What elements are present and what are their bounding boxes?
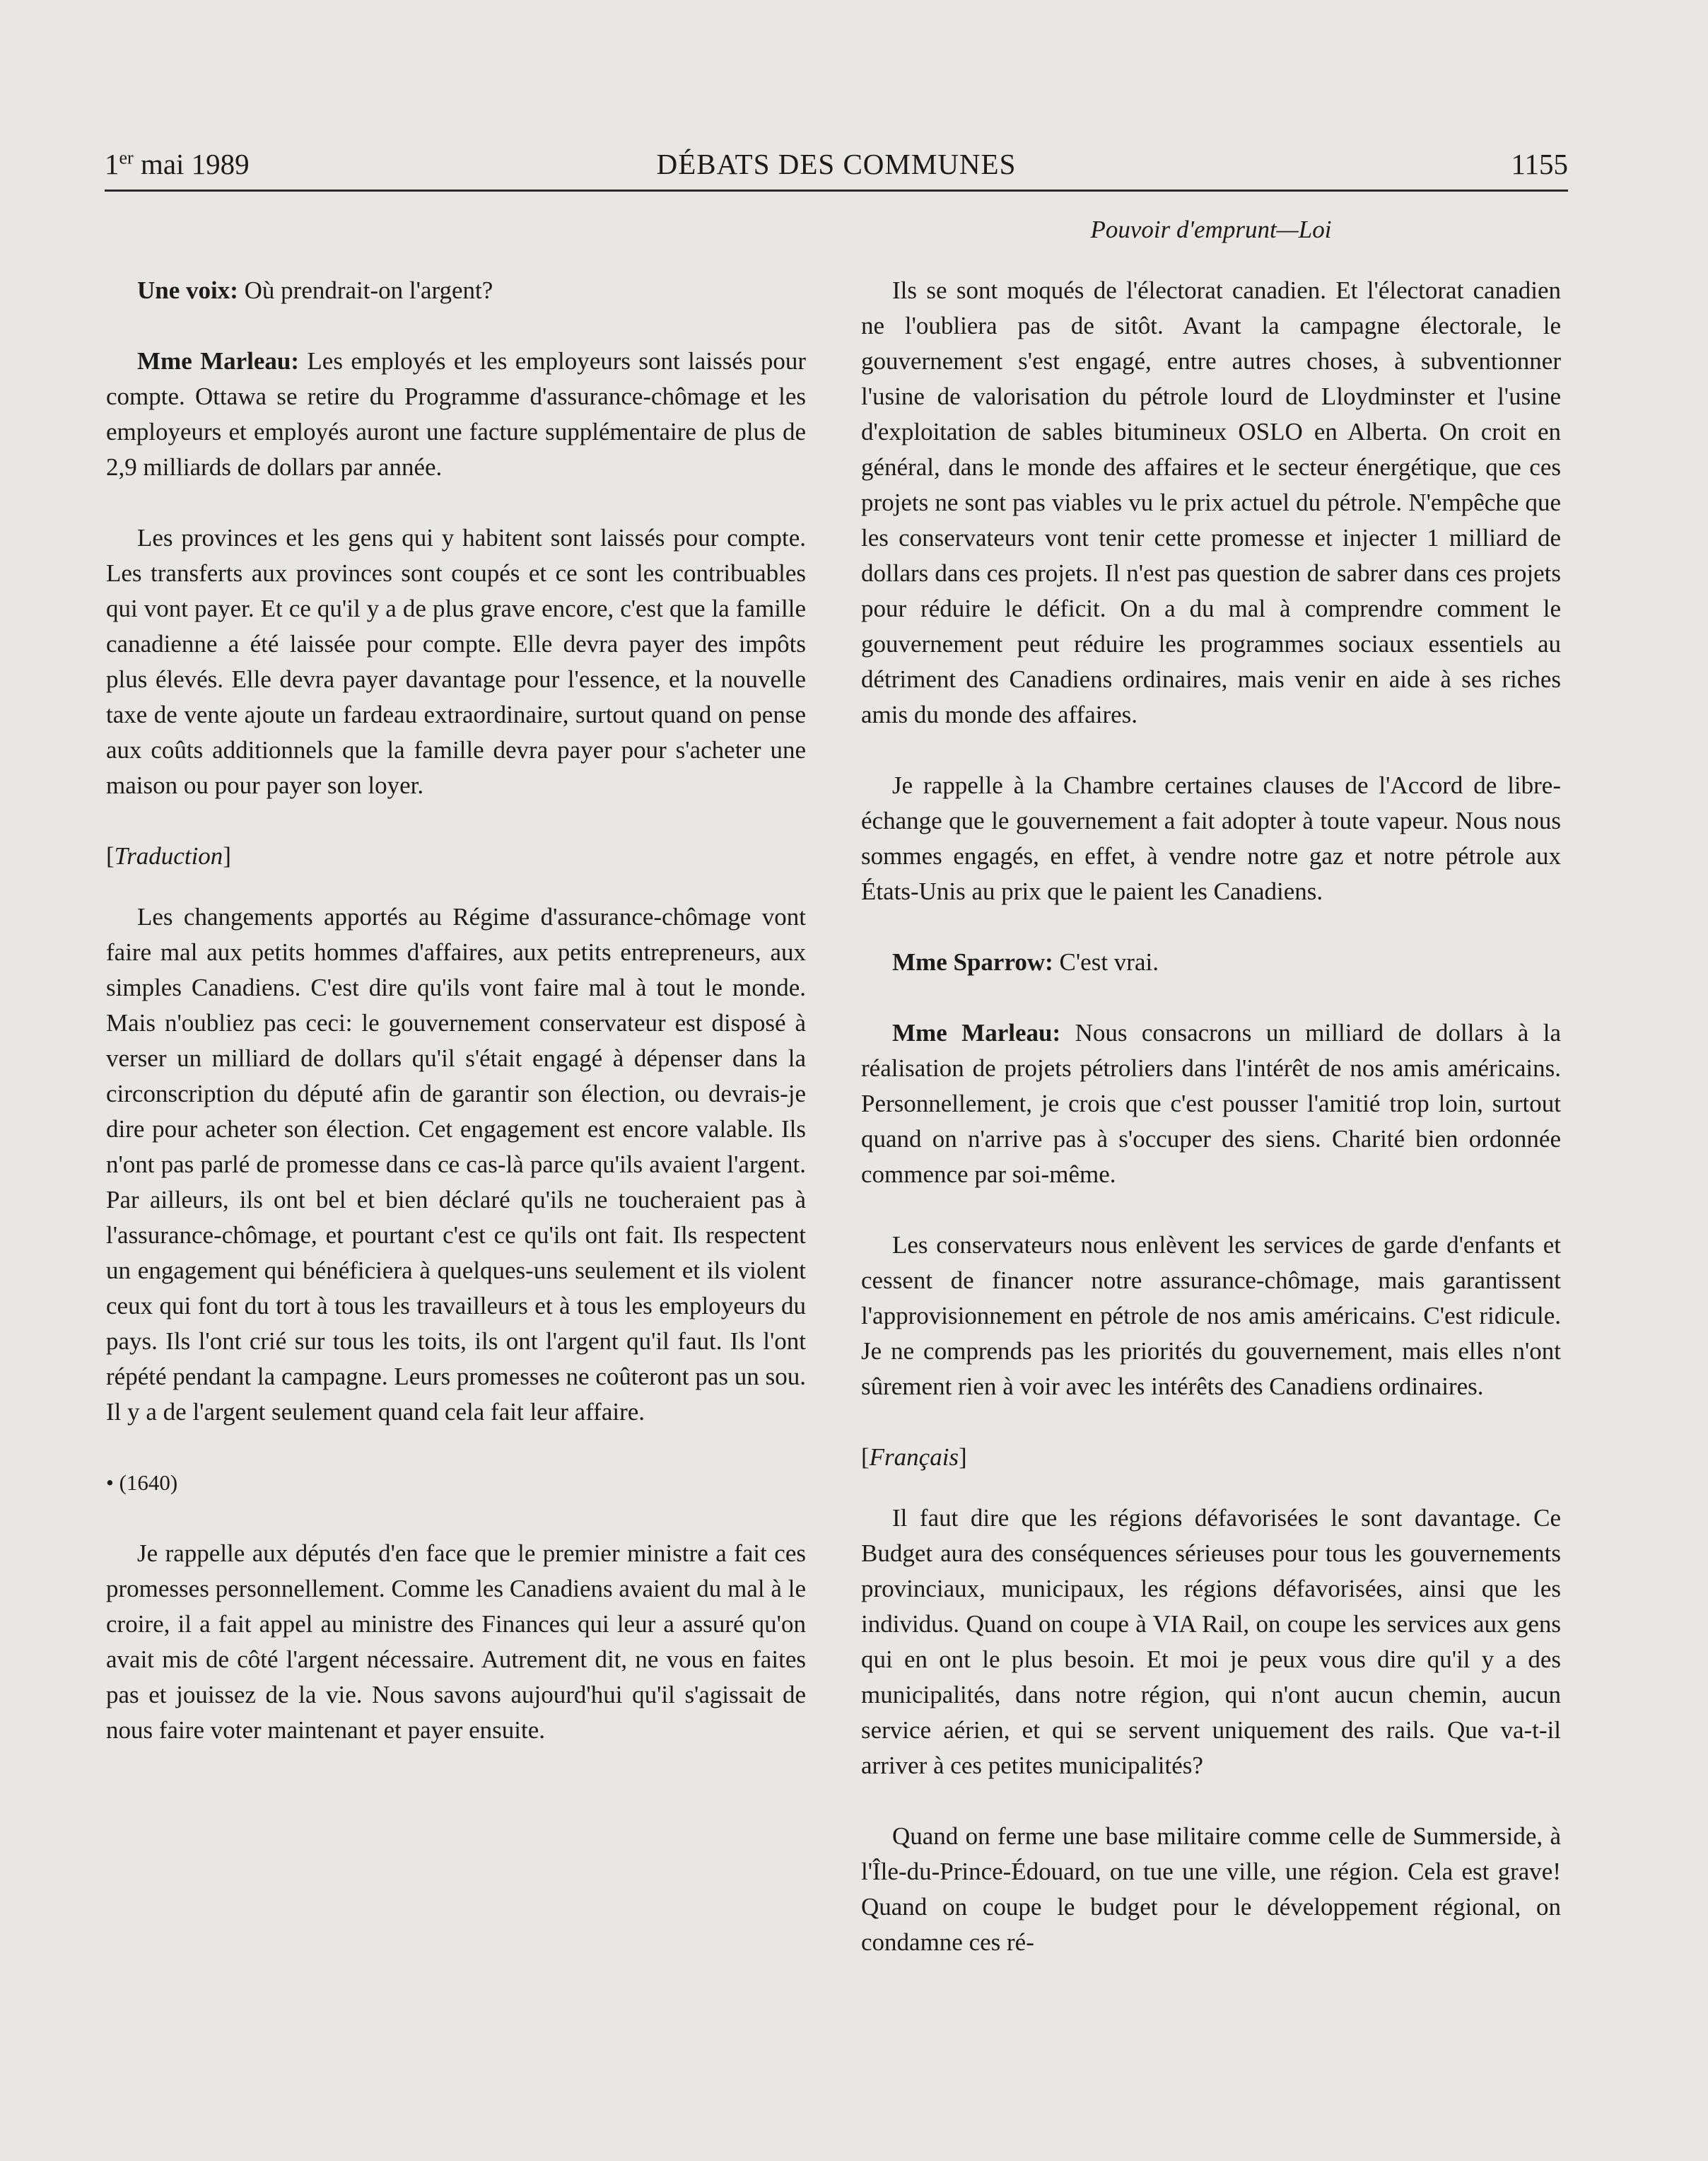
speaker-name: Mme Marleau: [137,347,300,375]
header-date-superscript: er [119,147,134,168]
paragraph-base-militaire: Quand on ferme une base militaire comme celle de Summerside, à l'Île-du-Prince-Édouard, on tue une ville, une région. Cela est grave! Quand on coupe le budget pour le développement régional, on condamne ces ré- [861,1822,1561,1956]
paragraph-sparrow [861,945,1561,980]
translation-tag [106,839,806,874]
speaker-name: Mme Marleau: [892,1019,1061,1047]
speaker-name: Mme Sparrow: [892,948,1053,976]
tag-label: Français [869,1443,959,1471]
paragraph-moques: Ils se sont moqués de l'électorat canadien. Et l'électorat canadien ne l'oubliera pas de sitôt. Avant la campagne électorale, le gouvernement s'est engagé, entre autres choses, à subventionner l'usine de valorisation du pétrole lourd de Lloydminster et l'usine d'exploitation de sables bitumineux OSLO en Alberta. On croit en général, dans le monde des affaires et le secteur énergétique, que ces projets ne sont pas viables vu le prix actuel du pétrole. N'empêche que les conservateurs vont tenir cette promesse et injecter 1 milliard de dollars dans ces projets. Il n'est pas question de sabrer dans ces projets pour réduire le déficit. On a du mal à comprendre comment le gouvernement peut réduire les programmes sociaux essentiels au détriment des Canadiens ordinaires, mais venir en aide à ses riches amis du monde des affaires. [861,276,1561,728]
paragraph-regions: Il faut dire que les régions défavorisées le sont davantage. Ce Budget aura des conséquences sérieuses pour tous les gouvernements provinciaux, municipaux, les régions défavorisées, ainsi que les individus. Quand on coupe à VIA Rail, on coupe les services aux gens qui en ont le plus besoin. Et moi je peux vous dire qu'il y a des municipalités, dans notre région, qui n'ont aucun chemin, aucun service aérien, et qui se servent uniquement des rails. Que va-t-il arriver à ces petites municipalités? [861,1504,1561,1779]
running-head: Pouvoir d'emprunt—Loi [1090,216,1332,243]
left-running-head-spacer [106,212,806,247]
tag-bracket-close: ] [223,842,231,870]
paragraph-marleau-1 [106,344,806,485]
speech-text: C'est vrai. [1053,948,1159,976]
tag-bracket-open: [ [106,842,115,870]
paragraph-marleau-2 [861,1015,1561,1192]
tag-bracket-open: [ [861,1443,870,1471]
tag-label: Traduction [114,842,223,870]
speech-text: Où prendrait-on l'argent? [238,276,493,304]
page-header [105,147,1568,192]
paragraph-changements: Les changements apportés au Régime d'assurance-chômage vont faire mal aux petits hommes d'affaires, aux petits entrepreneurs, aux simples Canadiens. C'est dire qu'ils vont faire mal à tout le monde. Mais n'oubliez pas ceci: le gouvernement conservateur est disposé à verser un milliard de dollars qu'il s'était engagé à dépenser dans la circonscription du député afin de garantir son élection, ou devrais-je dire pour acheter son élection. Cet engagement est encore valable. Ils n'ont pas parlé de promesse dans ce cas-là parce qu'ils avaient l'argent. Par ailleurs, ils ont bel et bien déclaré qu'ils ne toucheraient pas à l'assurance-chômage, et pourtant c'est ce qu'ils ont fait. Ils respectent un engagement qui bénéficiera à quelques-uns seulement et ils violent ceux qui font du tort à tous les travailleurs et à tous les employeurs du pays. Ils l'ont crié sur tous les toits, ils ont l'argent qu'il faut. Ils l'ont répété pendant la campagne. Leurs promesses ne coûteront pas un sou. Il y a de l'argent seulement quand cela fait leur affaire. [106,903,806,1426]
tag-bracket-close: ] [959,1443,967,1471]
paragraph-provinces: Les provinces et les gens qui y habitent sont laissés pour compte. Les transferts aux provinces sont coupés et ce sont les contribuables qui vont payer. Et ce qu'il y a de plus grave encore, c'est que la famille canadienne a été laissée pour compte. Elle devra payer des impôts plus élevés. Elle devra payer davantage pour l'essence, et la nouvelle taxe de vente ajoute un fardeau extraordinaire, surtout quand on pense aux coûts additionnels que la famille devra payer pour s'acheter une maison ou pour payer son loyer. [106,524,806,799]
paragraph-accord: Je rappelle à la Chambre certaines clauses de l'Accord de libre-échange que le gouvernement a fait adopter à toute vapeur. Nous nous sommes engagés, en effet, à vendre notre gaz et notre pétrole aux États-Unis au prix que le paient les Canadiens. [861,771,1561,905]
header-page-number: 1155 [1511,148,1568,180]
header-title: DÉBATS DES COMMUNES [656,148,1017,180]
francais-tag [861,1440,1561,1475]
header-date-rest: mai 1989 [133,148,250,180]
right-column [861,212,1561,1960]
paragraph-conservateurs: Les conservateurs nous enlèvent les services de garde d'enfants et cessent de financer notre assurance-chômage, mais garantissent l'approvisionnement en pétrole de nos amis américains. C'est ridicule. Je ne comprends pas les priorités du gouvernement, mais elles n'ont sûrement rien à voir avec les intérêts des Canadiens ordinaires. [861,1231,1561,1400]
paragraph-rappelle-deputes: Je rappelle aux députés d'en face que le premier ministre a fait ces promesses personnellement. Comme les Canadiens avaient du mal à le croire, il a fait appel au ministre des Finances qui leur a assuré qu'on avait mis de côté l'argent nécessaire. Autrement dit, ne vous en faites pas et jouissez de la vie. Nous savons aujourd'hui qu'il s'agissait de nous faire voter maintenant et payer ensuite. [106,1539,806,1744]
header-date-day: 1 [105,148,119,180]
speaker-name: Une voix: [137,276,238,304]
speech-text: Nous consacrons un milliard de dollars à la réalisation de projets pétroliers dans l'intérêt de nos amis américains. Personnellement, je crois que c'est pousser l'amitié trop loin, surtout quand on n'arrive pas à s'occuper des siens. Charité bien ordonnée commence par soi-même. [861,1019,1561,1188]
left-column [106,212,806,1748]
paragraph-voice [106,273,806,308]
timestamp: • (1640) [106,1470,178,1495]
speech-text: Les employés et les employeurs sont laissés pour compte. Ottawa se retire du Programme d'assurance-chômage et les employeurs et employés auront une facture supplémentaire de plus de 2,9 milliards de dollars par année. [106,347,806,481]
